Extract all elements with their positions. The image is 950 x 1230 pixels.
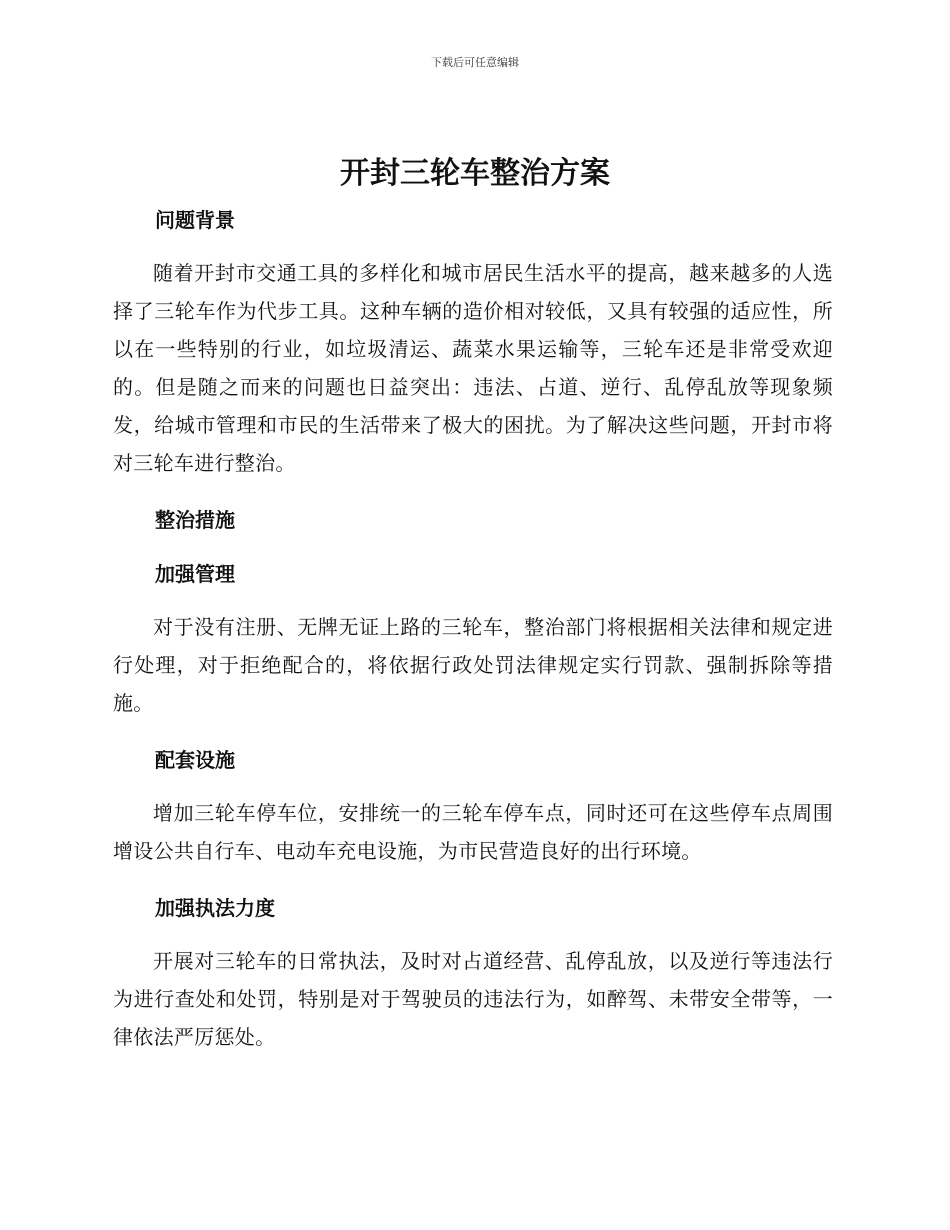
- section-paragraph-enforcement: 开展对三轮车的日常执法，及时对占道经营、乱停乱放，以及逆行等违法行为进行查处和处罚，特别是对于驾驶员的违法行为，如醉驾、未带安全带等，一律依法严厉惩处。: [113, 949, 833, 1049]
- section-heading-strengthen-management: 加强管理: [155, 562, 235, 586]
- page-header-note: 下载后可任意编辑: [431, 56, 519, 69]
- section-heading-background: 问题背景: [155, 208, 235, 232]
- document-body: [113, 200, 833, 1056]
- document-title: 开封三轮车整治方案: [340, 156, 610, 191]
- section-heading-facilities: 配套设施: [155, 748, 235, 772]
- section-paragraph-facilities: 增加三轮车停车位，安排统一的三轮车停车点，同时还可在这些停车点周围增设公共自行车、电动车充电设施，为市民营造良好的出行环境。: [113, 801, 833, 863]
- section-paragraph-background: 随着开封市交通工具的多样化和城市居民生活水平的提高，越来越多的人选择了三轮车作为代步工具。这种车辆的造价相对较低，又具有较强的适应性，所以在一些特别的行业，如垃圾清运、蔬菜水果运输等，三轮车还是非常受欢迎的。但是随之而来的问题也日益突出：违法、占道、逆行、乱停乱放等现象频发，给城市管理和市民的生活带来了极大的困扰。为了解决这些问题，开封市将对三轮车进行整治。: [113, 261, 833, 475]
- section-heading-measures: 整治措施: [155, 508, 235, 532]
- section-paragraph-strengthen-management: 对于没有注册、无牌无证上路的三轮车，整治部门将根据相关法律和规定进行处理，对于拒绝配合的，将依据行政处罚法律规定实行罚款、强制拆除等措施。: [113, 615, 833, 715]
- section-heading-enforcement: 加强执法力度: [155, 896, 275, 920]
